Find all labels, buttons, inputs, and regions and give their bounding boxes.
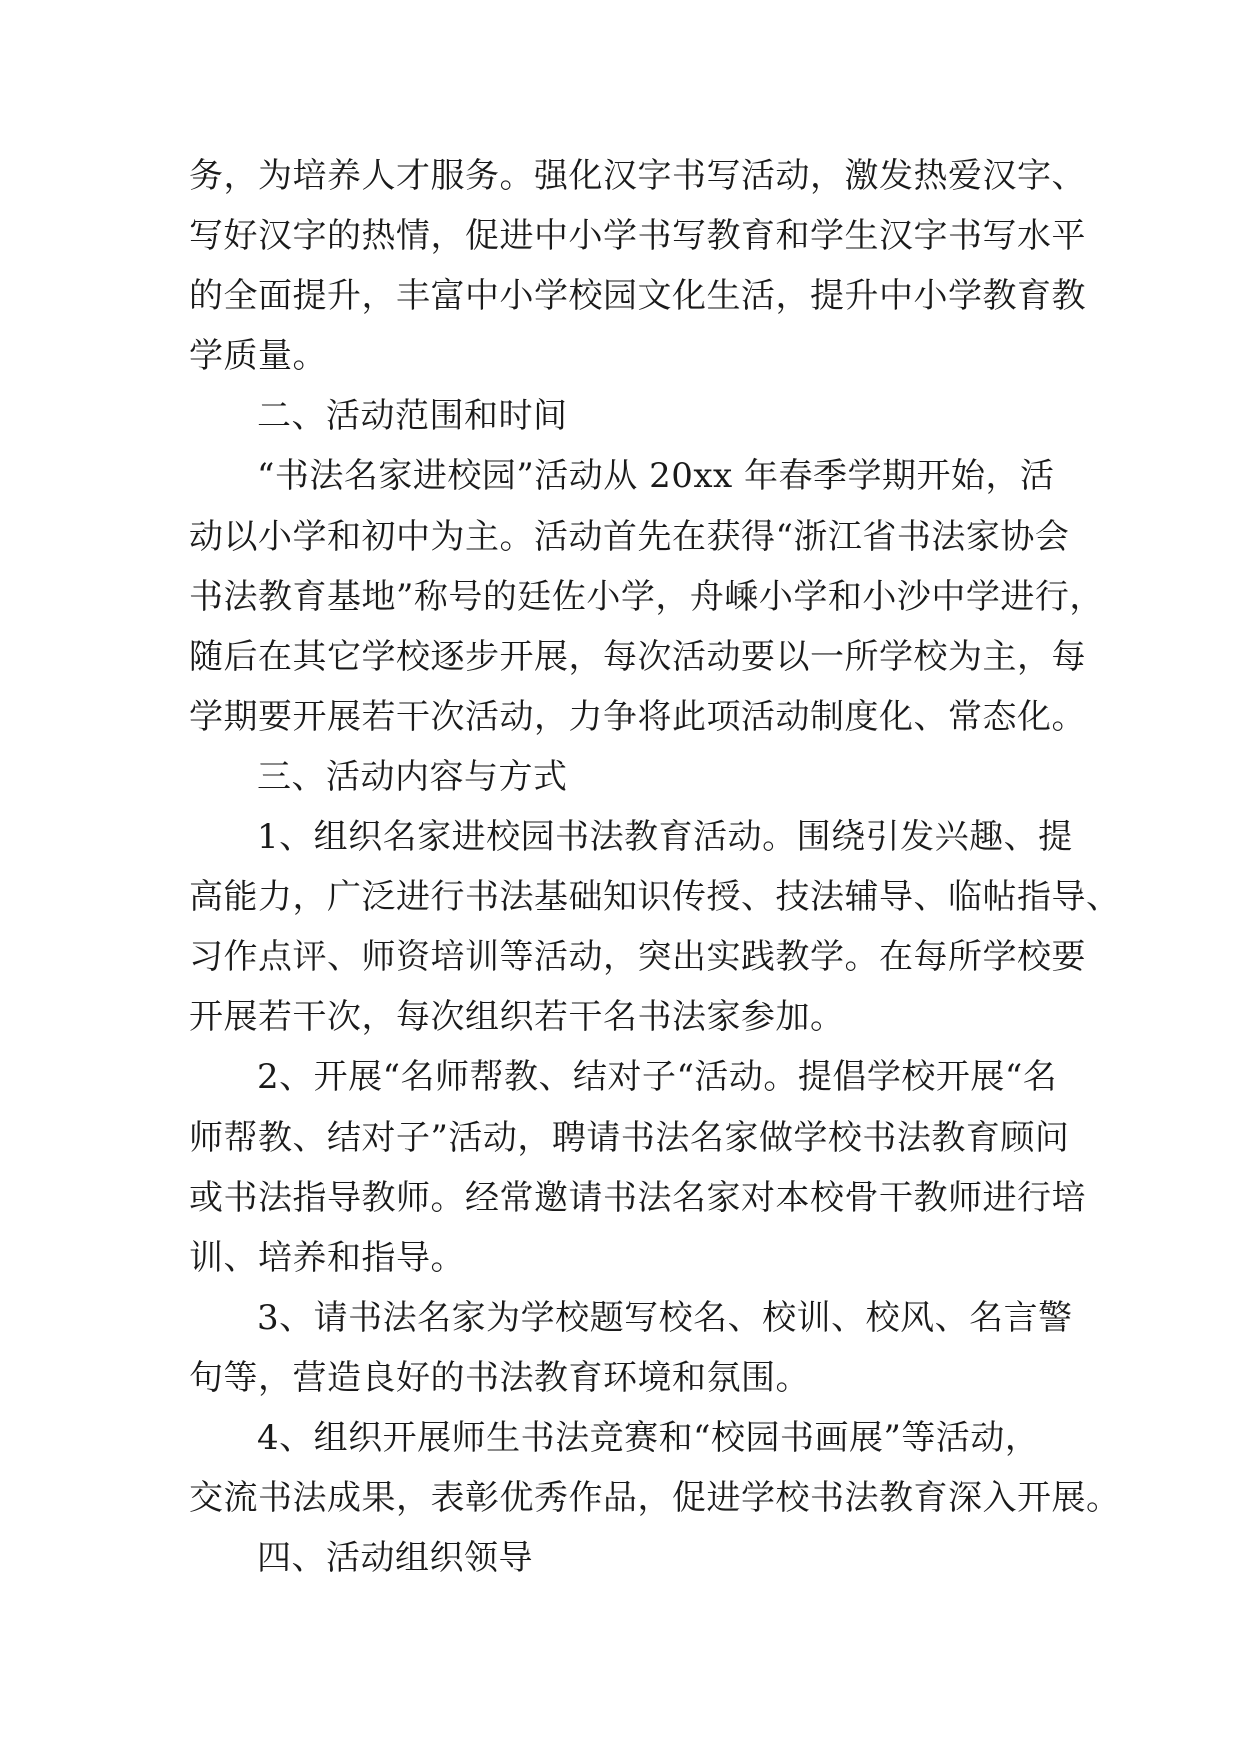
text-line: 书法教育基地”称号的廷佐小学，舟嵊小学和小沙中学进行， xyxy=(189,576,1104,617)
text-line: 训、培养和指导。 xyxy=(189,1237,465,1278)
text-line: 3、请书法名家为学校题写校名、校训、校风、名言警 xyxy=(257,1297,1073,1338)
text-line: 的全面提升，丰富中小学校园文化生活，提升中小学教育教 xyxy=(189,276,1086,317)
text-line: 师帮教、结对子”活动，聘请书法名家做学校书法教育顾问 xyxy=(189,1117,1070,1158)
text-line: 习作点评、师资培训等活动，突出实践教学。在每所学校要 xyxy=(189,937,1086,978)
text-line: 交流书法成果，表彰优秀作品，促进学校书法教育深入开展。 xyxy=(189,1478,1121,1519)
text-line: 二、活动范围和时间 xyxy=(257,396,568,437)
text-line: 4、组织开展师生书法竞赛和“校园书画展”等活动， xyxy=(257,1417,1040,1458)
text-line: 三、活动内容与方式 xyxy=(257,756,568,797)
text-line: 动以小学和初中为主。活动首先在获得“浙江省书法家协会 xyxy=(189,516,1070,557)
text-line: 句等，营造良好的书法教育环境和氛围。 xyxy=(189,1357,810,1398)
text-line: 1、组织名家进校园书法教育活动。围绕引发兴趣、提 xyxy=(257,817,1073,858)
text-line: 四、活动组织领导 xyxy=(257,1538,533,1579)
text-line: 学质量。 xyxy=(189,336,327,377)
text-line: 务，为培养人才服务。强化汉字书写活动，激发热爱汉字、 xyxy=(189,156,1086,196)
text-line: 写好汉字的热情，促进中小学书写教育和学生汉字书写水平 xyxy=(189,216,1086,257)
document-body xyxy=(189,146,1121,1588)
text-line: 开展若干次，每次组织若干名书法家参加。 xyxy=(189,997,845,1038)
text-line: 学期要开展若干次活动，力争将此项活动制度化、常态化。 xyxy=(189,696,1086,737)
text-line: 高能力，广泛进行书法基础知识传授、技法辅导、临帖指导、 xyxy=(189,877,1121,918)
text-line: 或书法指导教师。经常邀请书法名家对本校骨干教师进行培 xyxy=(189,1177,1086,1218)
text-line: 2、开展“名师帮教、结对子“活动。提倡学校开展“名 xyxy=(257,1057,1058,1098)
text-line: 随后在其它学校逐步开展，每次活动要以一所学校为主，每 xyxy=(189,636,1086,677)
text-line: “书法名家进校园”活动从 20xx 年春季学期开始，活 xyxy=(257,456,1055,497)
